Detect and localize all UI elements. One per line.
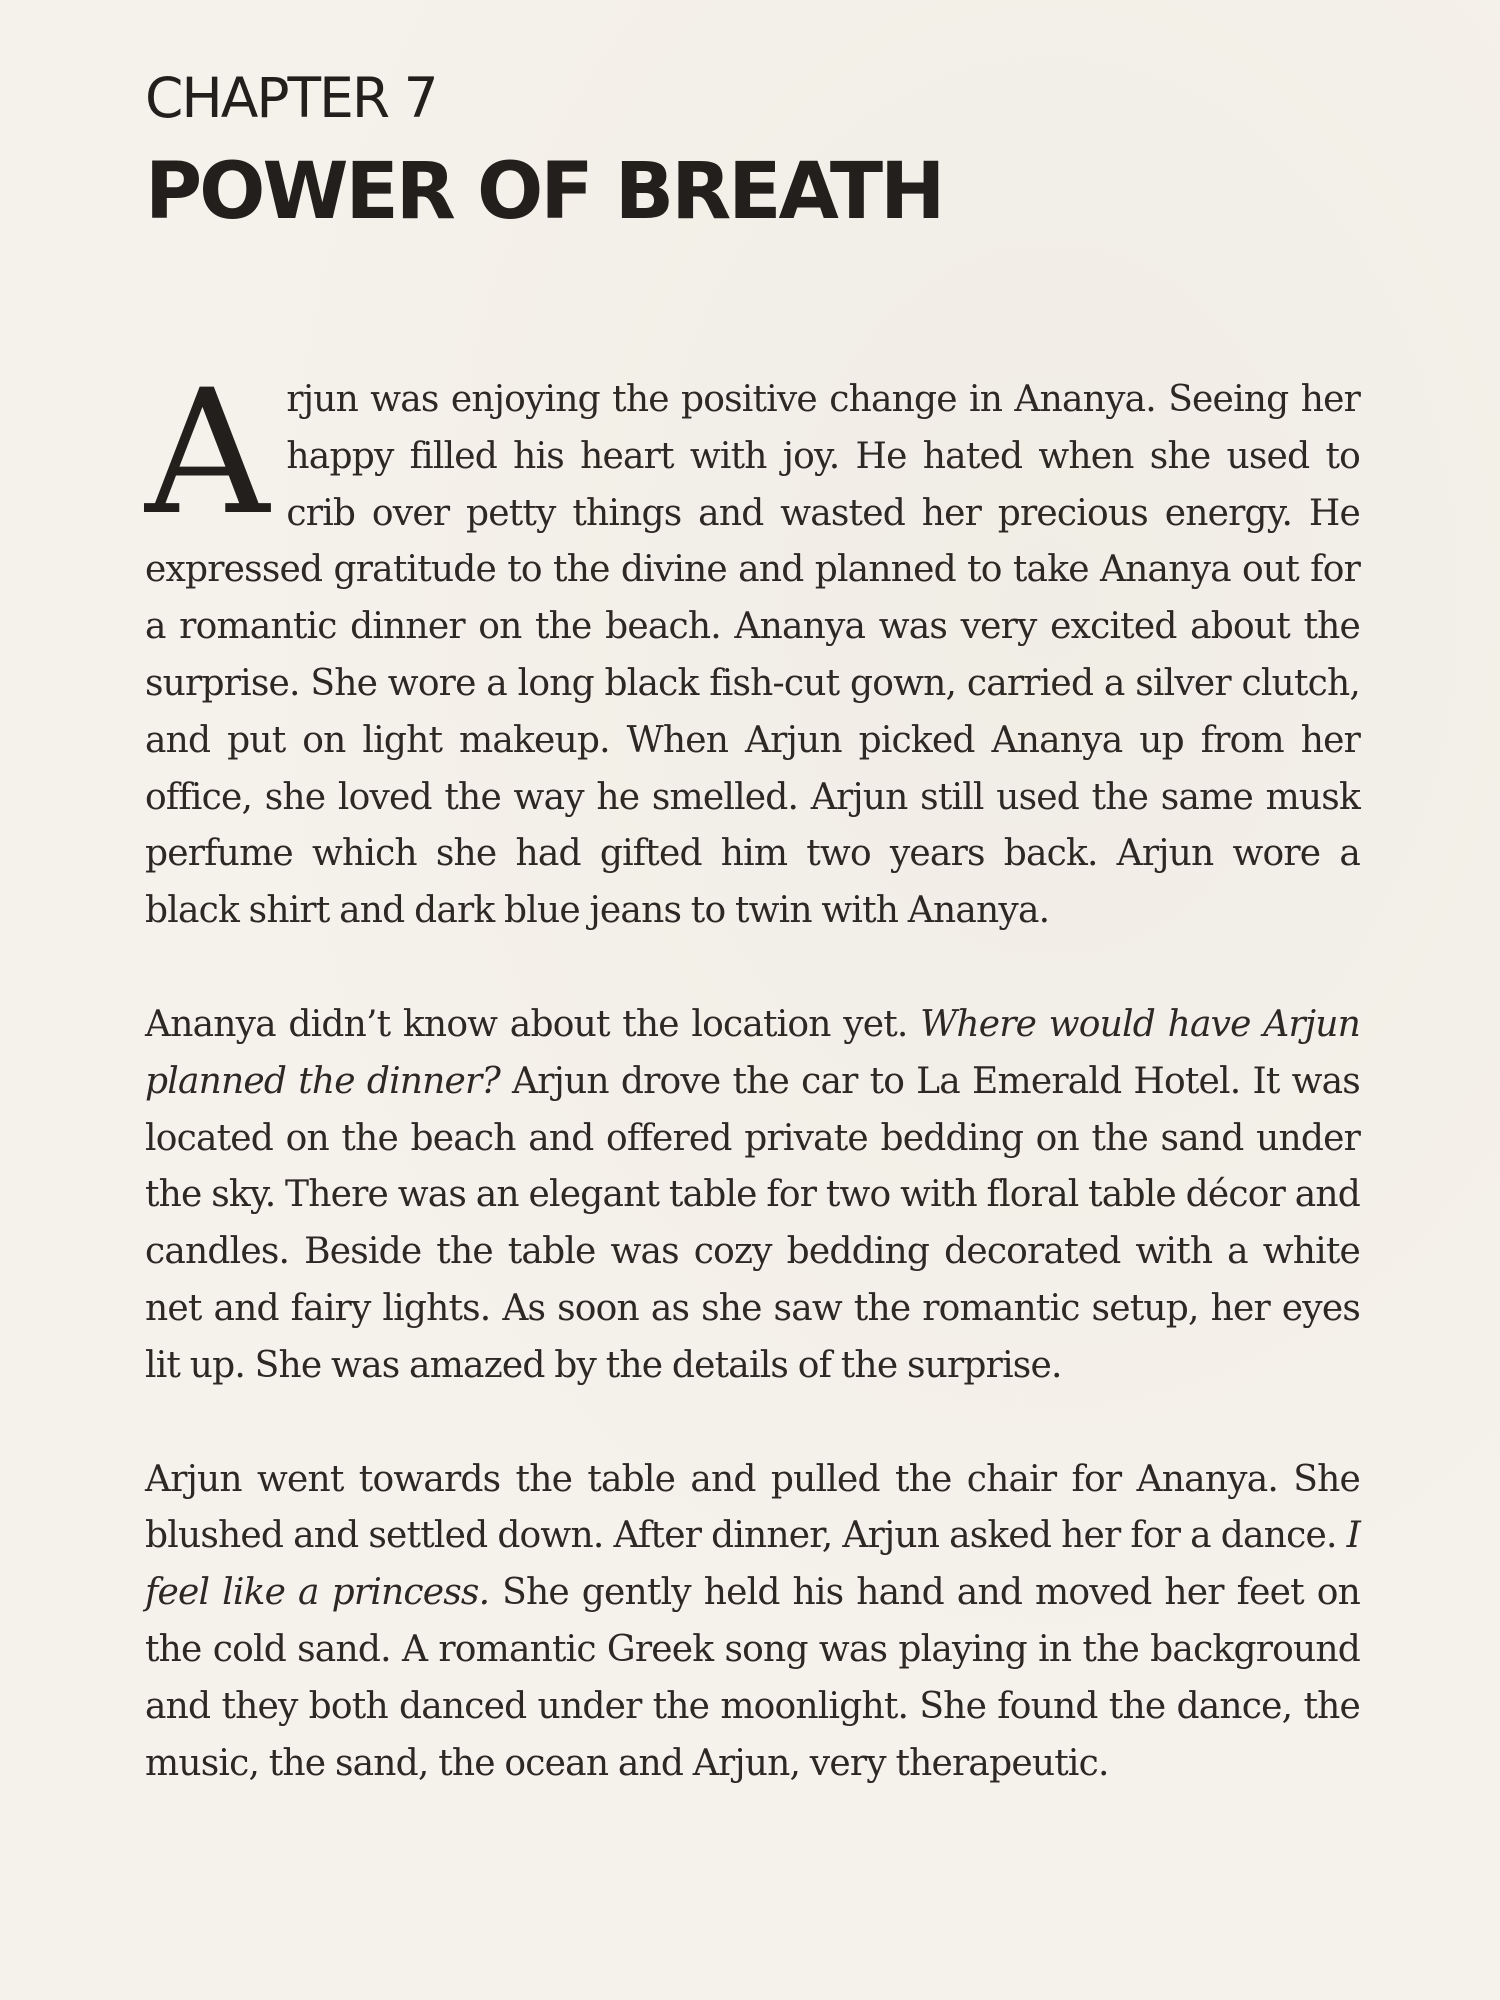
- drop-cap: A: [145, 352, 269, 553]
- paragraph-3-text-start: Arjun went towards the table and pulled the chair for Ananya. She blushed and settled down. After dinner, Arjun asked her for a dance.: [145, 1458, 1360, 1557]
- paragraph-3-text-end: She gently held his hand and moved her feet on the cold sand. A romantic Greek song was playing in the background and they both danced under the moonlight. She found the dance, the music, the sand, the ocean and Arjun, very therapeutic.: [145, 1572, 1361, 1784]
- text-column: [145, 60, 1360, 1792]
- paragraph-3: [145, 1452, 1360, 1793]
- paragraph-2: [145, 997, 1360, 1395]
- paragraph-2-text-end: Arjun drove the car to La Emerald Hotel. It was located on the beach and offered private bedding on the sand under the sky. There was an elegant table for two with floral table décor and candles. Beside the table was cozy bedding decorated with a white net and fairy lights. As soon as she saw the romantic setup, her eyes lit up. She was amazed by the details of the surprise.: [145, 1060, 1360, 1386]
- paragraph-3-italic-thought: I feel like a princess.: [145, 1515, 1360, 1614]
- chapter-title: POWER OF BREATH: [145, 147, 943, 237]
- chapter-body: [145, 352, 1361, 1792]
- chapter-label: CHAPTER 7: [145, 66, 437, 130]
- paragraph-1: [145, 352, 1360, 940]
- paragraph-1-text: rjun was enjoying the positive change in Ananya. Seeing her happy filled his heart with joy. He hated when she used to crib over petty things and wasted her precious energy. He expressed gratitude to the divine and planned to take Ananya out for a romantic dinner on the beach. Ananya was very excited about the surprise. She wore a long black fish-cut gown, carried a silver clutch, and put on light makeup. When Arjun picked Ananya up from her office, she loved the way he smelled. Arjun still used the same musk perfume which she had gifted him two years back. Arjun wore a black shirt and dark blue jeans to twin with Ananya.: [145, 379, 1360, 932]
- paragraph-2-italic-thought: Where would have Arjun planned the dinner?: [145, 1003, 1360, 1102]
- paragraph-2-text-start: Ananya didn’t know about the location yet.: [145, 1003, 921, 1045]
